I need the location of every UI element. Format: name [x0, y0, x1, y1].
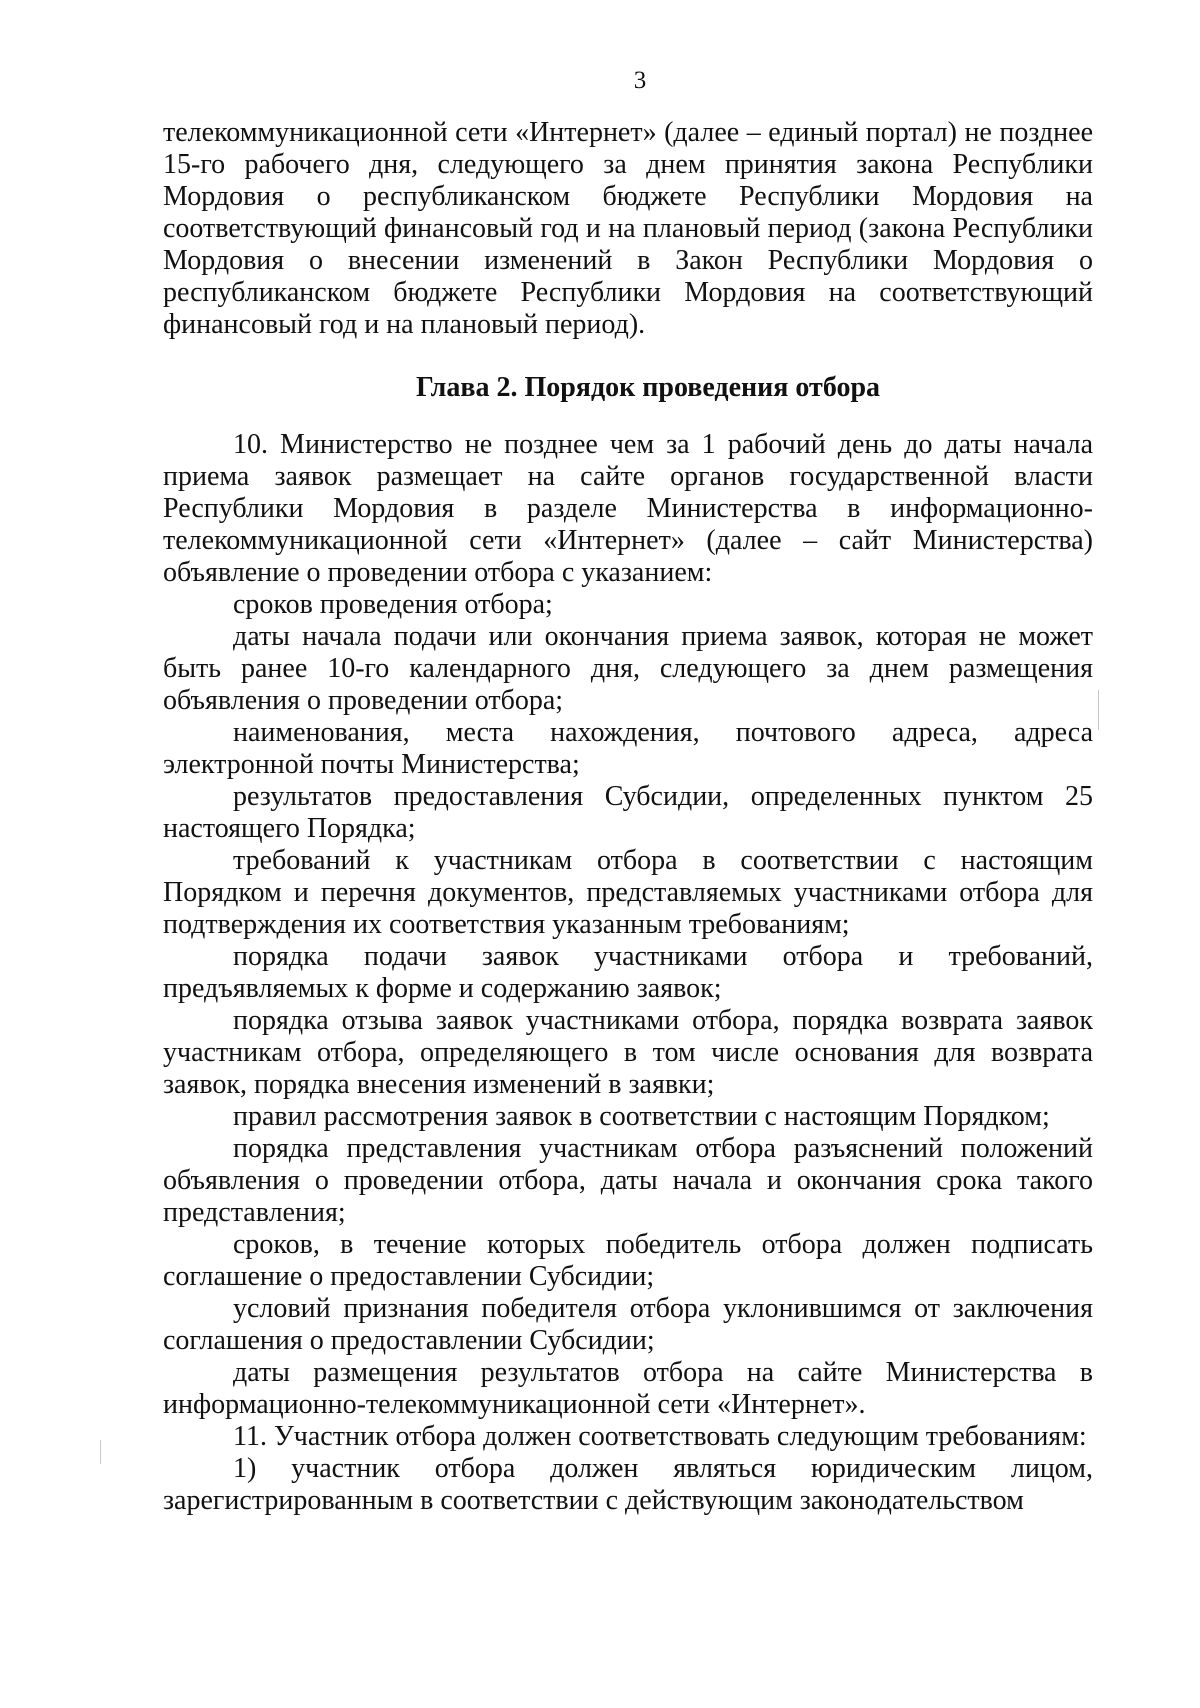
intro-paragraph: телекоммуникационной сети «Интернет» (далее – единый портал) не позднее 15-го рабочего дня, следующего за днем принятия закона Республики Мордовия о республиканском бюджете Республики Мордовия на соответствующий финансовый год и на плановый период (закона Республики Мордовия о внесении изменений в Закон Республики Мордовия о республиканском бюджете Республики Мордовия на соответствующий финансовый год и на плановый период). [163, 117, 1093, 340]
requirement-item: 1) участник отбора должен являться юридическим лицом, зарегистрированным в соответствии с действующим законодательством [163, 1453, 1093, 1516]
list-item: даты начала подачи или окончания приема заявок, которая не может быть ранее 10-го календарного дня, следующего за днем размещения объявления о проведении отбора; [163, 621, 1093, 716]
scan-artifact [1098, 690, 1099, 730]
list-item: порядка отзыва заявок участниками отбора, порядка возврата заявок участникам отбора, определяющего в том числе основания для возврата заявок, порядка внесения изменений в заявки; [163, 1005, 1093, 1100]
list-item: порядка представления участникам отбора разъяснений положений объявления о проведении отбора, даты начала и окончания срока такого представления; [163, 1133, 1093, 1228]
document-body [163, 117, 1093, 1517]
paragraph-11: 11. Участник отбора должен соответствовать следующим требованиям: [233, 1421, 1087, 1452]
scan-artifact [100, 1440, 101, 1464]
paragraph-10: 10. Министерство не позднее чем за 1 рабочий день до даты начала приема заявок размещает на сайте органов государственной власти Республики Мордовия в разделе Министерства в информационно-телекоммуникационной сети «Интернет» (далее – сайт Министерства) объявление о проведении отбора с указанием: [163, 429, 1093, 588]
list-item: требований к участникам отбора в соответствии с настоящим Порядком и перечня документов, представляемых участниками отбора для подтверждения их соответствия указанным требованиям; [163, 845, 1093, 940]
list-item: сроков проведения отбора; [233, 589, 553, 620]
list-item: наименования, места нахождения, почтового адреса, адреса электронной почты Министерства; [163, 717, 1093, 780]
list-item: сроков, в течение которых победитель отбора должен подписать соглашение о предоставлении Субсидии; [163, 1229, 1093, 1292]
list-item: порядка подачи заявок участниками отбора и требований, предъявляемых к форме и содержанию заявок; [163, 941, 1093, 1004]
page-number: 3 [633, 67, 647, 94]
list-item: условий признания победителя отбора уклонившимся от заключения соглашения о предоставлении Субсидии; [163, 1293, 1093, 1356]
list-item: результатов предоставления Субсидии, определенных пунктом 25 настоящего Порядка; [163, 781, 1093, 844]
chapter-heading: Глава 2. Порядок проведения отбора [415, 372, 881, 403]
list-item: правил рассмотрения заявок в соответствии с настоящим Порядком; [233, 1101, 1050, 1132]
list-item: даты размещения результатов отбора на сайте Министерства в информационно-телекоммуникационной сети «Интернет». [163, 1357, 1093, 1420]
